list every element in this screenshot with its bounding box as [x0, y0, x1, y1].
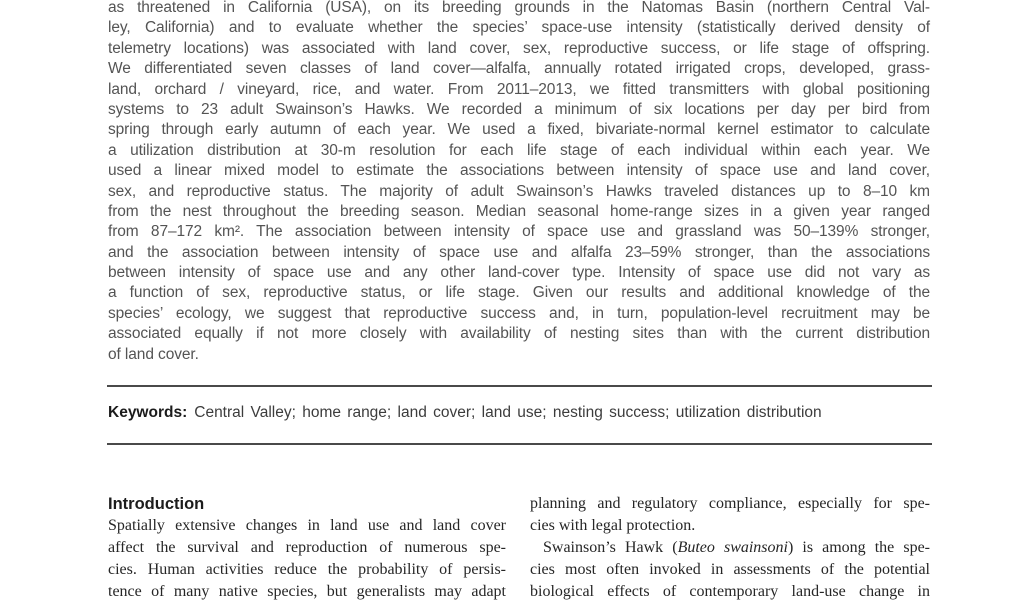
abstract-line: telemetry locations) was associated with land cover, sex, reproductive success, or life stage of offspring. [108, 39, 930, 57]
body-text-segment: Swainson’s Hawk ( [543, 539, 678, 556]
intro-right-column [530, 493, 930, 603]
body-text-line: tence of many native species, but generalists may adapt [108, 583, 506, 600]
abstract-line: species’ ecology, we suggest that reproductive success and, in turn, population-level recruitment may be [108, 304, 930, 322]
keywords-label: Keywords: [108, 404, 188, 421]
abstract-line: ley, California) and to evaluate whether the species’ space-use intensity (statistically derived density of [108, 19, 930, 37]
body-text-line: cies with legal protection. [530, 517, 696, 534]
abstract-line: spring through early autumn of each year. We used a fixed, bivariate-normal kernel estimator to calculate [108, 121, 930, 139]
abstract-line: from 87–172 km². The association between intensity of space use and grassland was 50–139% stronger, [108, 223, 930, 241]
abstract-line: systems to 23 adult Swainson’s Hawks. We recorded a minimum of six locations per day per bird from [108, 100, 930, 118]
abstract-line: and the association between intensity of space use and alfalfa 23–59% stronger, than the associations [108, 243, 930, 261]
body-text-segment: ) is among the spe- [787, 539, 931, 556]
abstract-line: from the nest throughout the breeding season. Median seasonal home-range sizes in a given year ranged [108, 202, 930, 220]
abstract-line: a utilization distribution at 30-m resolution for each life stage of each individual within each year. We [108, 141, 930, 159]
body-text-line: cies most often invoked in assessments of the potential [530, 561, 930, 578]
abstract-line: between intensity of space use and any other land-cover type. Intensity of space use did not vary as [108, 264, 930, 282]
abstract-line: associated equally if not more closely with availability of nesting sites than with the current distribution [108, 325, 930, 343]
keywords-list: Central Valley; home range; land cover; land use; nesting success; utilization distribution [194, 404, 822, 421]
abstract-line: sex, and reproductive status. The majority of adult Swainson’s Hawks traveled distances up to 8–10 km [108, 182, 930, 200]
introduction-heading: Introduction [108, 495, 205, 513]
abstract-line: of land cover. [108, 345, 199, 363]
abstract-line: a function of sex, reproductive status, or life stage. Given our results and additional knowledge of the [108, 284, 930, 302]
body-text-line: cies. Human activities reduce the probability of persis- [108, 561, 506, 578]
abstract-paragraph [108, 0, 930, 365]
body-text-line: Spatially extensive changes in land use and land cover [108, 517, 506, 534]
abstract-line: used a linear mixed model to estimate the associations between intensity of space use and land cover, [108, 162, 930, 180]
intro-left-column [108, 493, 506, 603]
body-text-line: affect the survival and reproduction of numerous spe- [108, 539, 506, 556]
keywords-row [108, 403, 932, 423]
keywords-divider-bottom [107, 443, 932, 445]
abstract-line: land, orchard / vineyard, rice, and water. From 2011–2013, we fitted transmitters with global positioning [108, 80, 930, 98]
abstract-line: as threatened in California (USA), on its breeding grounds in the Natomas Basin (northern Central Val- [108, 0, 930, 16]
abstract-line: We differentiated seven classes of land cover—alfalfa, annually rotated irrigated crops, developed, grass- [108, 60, 930, 78]
body-text-line [530, 537, 930, 559]
body-text-line: planning and regulatory compliance, especially for spe- [530, 495, 930, 512]
body-text-line: biological effects of contemporary land-use change in [530, 583, 930, 600]
keywords-divider-top [107, 385, 932, 387]
species-name-italic: Buteo swainsoni [677, 539, 788, 556]
